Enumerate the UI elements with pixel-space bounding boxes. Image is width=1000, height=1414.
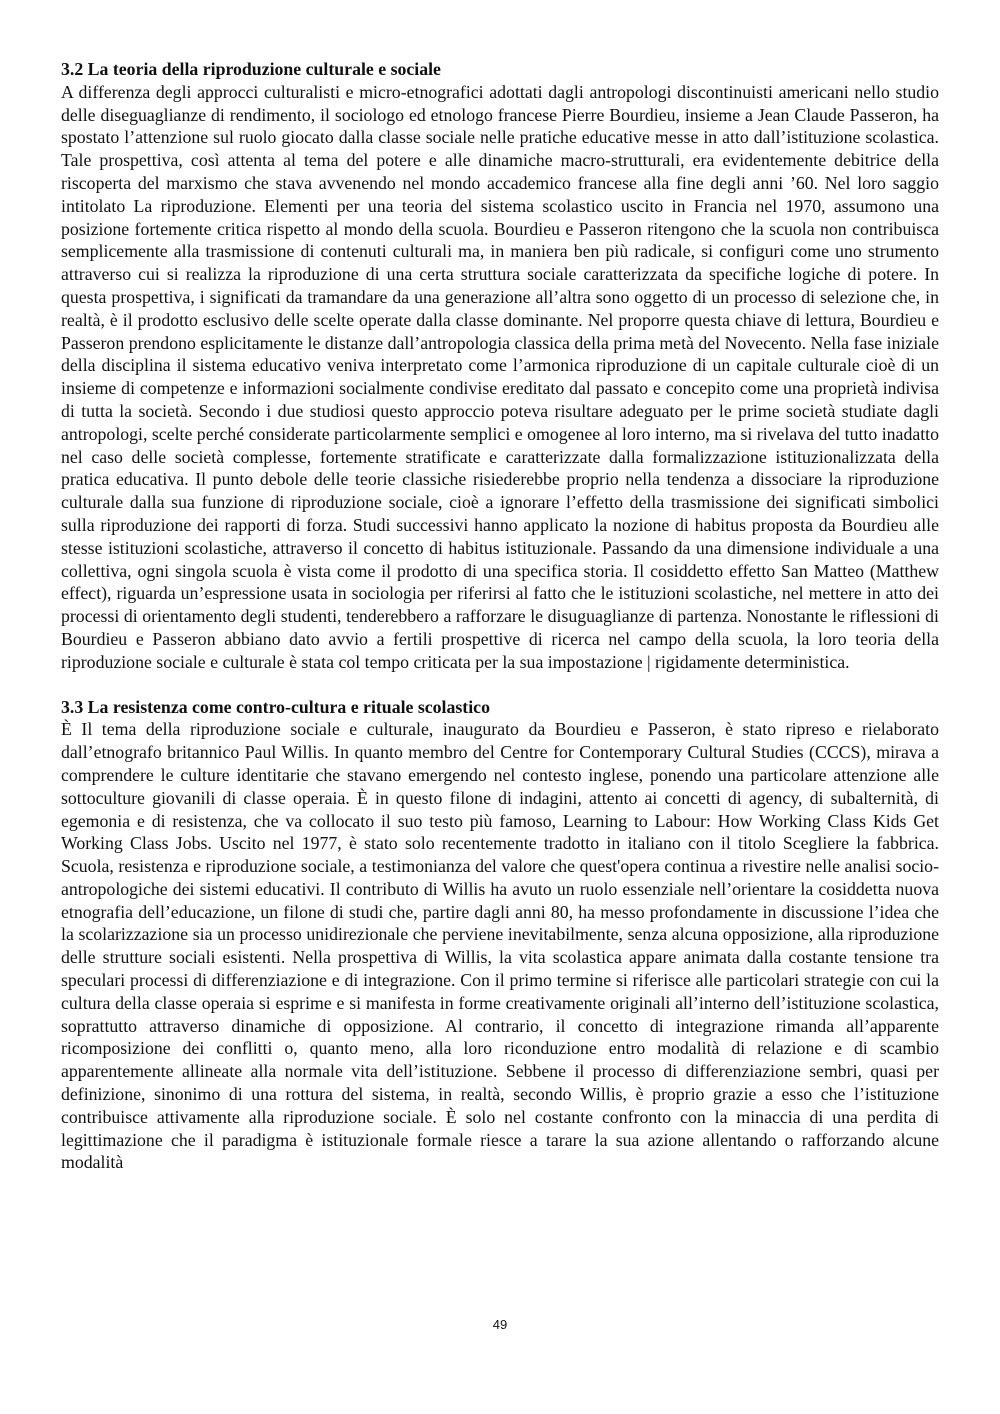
section-heading: 3.3 La resistenza come contro-cultura e rituale scolastico	[61, 696, 490, 717]
section-3-2	[61, 58, 939, 674]
section-3-3	[61, 696, 939, 1175]
document-page	[61, 58, 939, 1174]
section-heading: 3.2 La teoria della riproduzione culturale e sociale	[61, 59, 441, 79]
page-number: 49	[492, 1317, 508, 1332]
section-paragraph: A differenza degli approcci culturalisti e micro-etnografici adottati dagli antropologi discontinuisti americani nello studio delle diseguaglianze di rendimento, il sociologo ed etnologo francese Pierre Bourdieu, insieme a Jean Claude Passeron, ha spostato l’attenzione sul ruolo giocato dalla classe sociale nelle pratiche educative messe in atto dall’istituzione scolastica. Tale prospettiva, così attenta al tema del potere e alle dinamiche macro-strutturali, era evidentemente debitrice della riscoperta del marxismo che stava avvenendo nel mondo accademico francese alla fine degli anni ’60. Nel loro saggio intitolato La riproduzione. Elementi per una teoria del sistema scolastico uscito in Francia nel 1970, assumono una posizione fortemente critica rispetto al mondo della scuola. Bourdieu e Passeron ritengono che la scuola non contribuisca semplicemente alla trasmissione di contenuti culturali ma, in maniera ben più radicale, si configuri come uno strumento attraverso cui si realizza la riproduzione di una certa struttura sociale caratterizzata da specifiche logiche di potere. In questa prospettiva, i significati da tramandare da una generazione all’altra sono oggetto di un processo di selezione che, in realtà, è il prodotto esclusivo delle scelte operate dalla classe dominante. Nel proporre questa chiave di lettura, Bourdieu e Passeron prendono esplicitamente le distanze dall’antropologia classica della prima metà del Novecento. Nella fase iniziale della disciplina il sistema educativo veniva interpretato come l’armonica riproduzione di un capitale culturale cioè di un insieme di competenze e informazioni socialmente condivise ereditato dal passato e concepito come una proprietà indivisa di tutta la società. Secondo i due studiosi questo approccio poteva risultare adeguato per le prime società studiate dagli antropologi, scelte perché considerate particolarmente semplici e omogenee al loro interno, ma si rivelava del tutto inadatto nel caso delle società complesse, fortemente stratificate e caratterizzate dalla formalizzazione istituzionalizzata della pratica educativa. Il punto debole delle teorie classiche risiederebbe proprio nella tendenza a dissociare la riproduzione culturale dalla sua funzione di riproduzione sociale, cioè a ignorare l’effetto della trasmissione dei significati simbolici sulla riproduzione dei rapporti di forza. Studi successivi hanno applicato la nozione di habitus proposta da Bourdieu alle stesse istituzioni scolastiche, attraverso il concetto di habitus istituzionale. Passando da una dimensione individuale a una collettiva, ogni singola scuola è vista come il prodotto di una specifica storia. Il cosiddetto effetto San Matteo (Matthew effect), riguarda un’espressione usata in sociologia per riferirsi al fatto che le istituzioni scolastiche, nel mettere in atto dei processi di orientamento degli studenti, tenderebbero a rafforzare le disuguaglianze di partenza. Nonostante le riflessioni di Bourdieu e Passeron abbiano dato avvio a fertili prospettive di ricerca nel campo della scuola, la loro teoria della riproduzione sociale e culturale è stata col tempo criticata per la sua impostazione | rigidamente deterministica.	[61, 81, 939, 672]
section-paragraph: È Il tema della riproduzione sociale e culturale, inaugurato da Bourdieu e Passeron, è stato ripreso e rielaborato dall’etnografo britannico Paul Willis. In quanto membro del Centre for Contemporary Cultural Studies (CCCS), mirava a comprendere le culture identitarie che stavano emergendo nel contesto inglese, ponendo una particolare attenzione alle sottoculture giovanili di classe operaia. È in questo filone di indagini, attento ai concetti di agency, di subalternità, di egemonia e di resistenza, che va collocato il suo testo più famoso, Learning to Labour: How Working Class Kids Get Working Class Jobs. Uscito nel 1977, è stato solo recentemente tradotto in italiano con il titolo Scegliere la fabbrica. Scuola, resistenza e riproduzione sociale, a testimonianza del valore che quest'opera continua a rivestire nelle analisi socio-antropologiche dei sistemi educativi. Il contributo di Willis ha avuto un ruolo essenziale nell’orientare la cosiddetta nuova etnografia dell’educazione, un filone di studi che, partire dagli anni 80, ha messo profondamente in discussione l’idea che la scolarizzazione sia un processo unidirezionale che perviene inevitabilmente, senza alcuna opposizione, alla riproduzione delle strutture sociali esistenti. Nella prospettiva di Willis, la vita scolastica appare animata dalla costante tensione tra speculari processi di differenziazione e di integrazione. Con il primo termine si riferisce alle particolari strategie con cui la cultura della classe operaia si esprime e si manifesta in forme creativamente originali all’interno dell’istituzione scolastica, soprattutto attraverso dinamiche di opposizione. Al contrario, il concetto di integrazione rimanda all’apparente ricomposizione dei conflitti o, quanto meno, alla loro riconduzione entro modalità di relazione e di scambio apparentemente allineate alla normale vita dell’istituzione. Sebbene il processo di differenziazione sembri, quasi per definizione, sinonimo di una rottura del sistema, in realtà, secondo Willis, è proprio grazie a esso che l’istituzione contribuisce attivamente alla riproduzione sociale. È solo nel costante confronto con la minaccia di una perdita di legittimazione che il paradigma è istituzionale formale riesce a tarare la sua azione allentando o rafforzando alcune modalità	[61, 719, 939, 1173]
